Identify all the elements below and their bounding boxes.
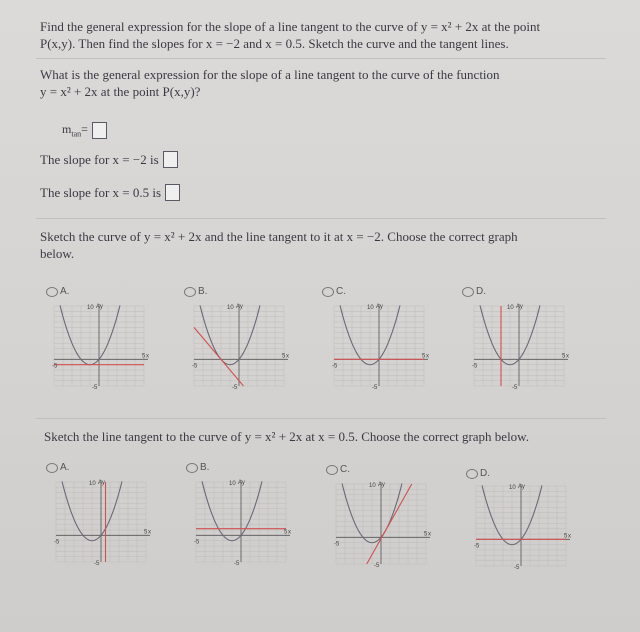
tick-label-5: 5	[564, 533, 568, 540]
divider	[36, 218, 606, 219]
set2-graph-c	[326, 478, 436, 568]
x-axis-label: x	[288, 529, 291, 536]
x-axis-label: x	[286, 353, 289, 360]
y-axis-label: Ay	[96, 304, 103, 310]
x-axis-label: x	[568, 533, 571, 540]
tick-label-neg5: -5	[472, 363, 478, 370]
main-question	[40, 18, 610, 52]
question-line-2: P(x,y). Then find the slopes for x = −2 and x = 0.5. Sketch the curve and the tangent lines.	[40, 36, 509, 51]
option-label: A.	[60, 286, 70, 297]
set1-graph-b	[184, 300, 294, 390]
option-label: C.	[340, 464, 350, 475]
slope-neg2-label: The slope for x = −2 is	[40, 151, 159, 167]
radio-icon[interactable]	[462, 287, 474, 297]
x-axis-label: x	[148, 529, 151, 536]
part-b-line-1: Sketch the curve of y = x² + 2x and the line tangent to it at x = −2. Choose the correct graph	[40, 229, 518, 244]
set1-option-b[interactable]	[184, 286, 207, 297]
tick-label-neg5-y: -5	[374, 563, 380, 568]
part-a-line-1: What is the general expression for the slope of a line tangent to the curve of the function	[40, 67, 500, 82]
radio-icon[interactable]	[466, 469, 478, 479]
slope-half-answer-box[interactable]	[165, 184, 180, 201]
tick-label-neg5-y: -5	[92, 385, 98, 390]
tick-label-5: 5	[562, 353, 566, 360]
divider	[36, 58, 606, 59]
set2-option-b[interactable]	[186, 462, 209, 473]
divider	[36, 418, 606, 419]
mtan-answer-box[interactable]	[92, 122, 107, 139]
set2-graph-a	[46, 476, 156, 566]
tangent-line	[194, 327, 244, 386]
set2-option-d[interactable]	[466, 468, 490, 479]
option-label: D.	[480, 468, 490, 479]
tick-label-10: 10	[89, 481, 96, 487]
option-label: B.	[200, 462, 210, 473]
mtan-row	[62, 122, 107, 139]
set1-option-a[interactable]	[46, 286, 69, 297]
option-label: D.	[476, 286, 486, 297]
tick-label-neg5-y: -5	[512, 385, 518, 390]
tick-label-10: 10	[229, 481, 236, 487]
set1-graph-c	[324, 300, 434, 390]
tick-label-10: 10	[367, 305, 374, 311]
tick-label-10: 10	[509, 485, 516, 491]
set2-graph-b	[186, 476, 296, 566]
y-axis-label: Ay	[516, 304, 523, 310]
tick-label-10: 10	[369, 483, 376, 489]
part-a-line-2: y = x² + 2x at the point P(x,y)?	[40, 84, 201, 99]
tick-label-5: 5	[282, 353, 286, 360]
set1-graph-a	[44, 300, 154, 390]
radio-icon[interactable]	[46, 287, 58, 297]
tick-label-neg5-y: -5	[372, 385, 378, 390]
x-axis-label: x	[426, 353, 429, 360]
tick-label-neg5-y: -5	[94, 561, 100, 566]
y-axis-label: Ay	[518, 484, 525, 490]
set1-option-d[interactable]	[462, 286, 486, 297]
radio-icon[interactable]	[326, 465, 338, 475]
tick-label-neg5: -5	[332, 363, 338, 370]
tick-label-5: 5	[144, 529, 148, 536]
x-axis-label: x	[428, 531, 431, 538]
radio-icon[interactable]	[322, 287, 334, 297]
slope-half-label: The slope for x = 0.5 is	[40, 184, 162, 200]
mtan-label: $m_{tan}=$	[62, 122, 88, 139]
tick-label-5: 5	[284, 529, 288, 536]
part-b-line-2: below.	[40, 246, 75, 261]
y-axis-label: Ay	[378, 482, 385, 488]
x-axis-label: x	[146, 353, 149, 360]
part-b-question	[40, 228, 600, 262]
set2-option-c[interactable]	[326, 464, 350, 475]
tick-label-neg5: -5	[474, 543, 480, 550]
y-axis-label: Ay	[376, 304, 383, 310]
tick-label-10: 10	[507, 305, 514, 311]
tick-label-5: 5	[142, 353, 146, 360]
tick-label-neg5: -5	[52, 363, 58, 370]
slope-neg2-row	[40, 151, 178, 168]
option-label: C.	[336, 286, 346, 297]
tick-label-5: 5	[424, 531, 428, 538]
radio-icon[interactable]	[186, 463, 198, 473]
question-line-1: Find the general expression for the slope of a line tangent to the curve of y = x² + 2x at the point	[40, 19, 541, 34]
y-axis-label: Ay	[98, 480, 105, 486]
slope-half-row	[40, 184, 180, 201]
tick-label-neg5-y: -5	[232, 385, 238, 390]
part-a-question	[40, 66, 600, 100]
set2-option-a[interactable]	[46, 462, 69, 473]
part-c-line-1: Sketch the line tangent to the curve of y = x² + 2x at x = 0.5. Choose the correct graph below.	[44, 429, 529, 444]
part-c-question	[44, 428, 604, 445]
option-label: B.	[198, 286, 208, 297]
set2-graph-d	[466, 480, 576, 570]
tangent-line	[367, 484, 412, 564]
option-label: A.	[60, 462, 70, 473]
tick-label-neg5: -5	[192, 363, 198, 370]
x-axis-label: x	[566, 353, 569, 360]
tick-label-neg5-y: -5	[234, 561, 240, 566]
tick-label-neg5: -5	[334, 541, 340, 548]
set1-option-c[interactable]	[322, 286, 346, 297]
tick-label-10: 10	[227, 305, 234, 311]
set1-graph-d	[464, 300, 574, 390]
radio-icon[interactable]	[46, 463, 58, 473]
tick-label-10: 10	[87, 305, 94, 311]
tick-label-neg5-y: -5	[514, 565, 520, 570]
tick-label-neg5: -5	[54, 539, 60, 546]
slope-neg2-answer-box[interactable]	[163, 151, 178, 168]
y-axis-label: Ay	[236, 304, 243, 310]
y-axis-label: Ay	[238, 480, 245, 486]
radio-icon[interactable]	[184, 287, 196, 297]
tick-label-neg5: -5	[194, 539, 200, 546]
tick-label-5: 5	[422, 353, 426, 360]
